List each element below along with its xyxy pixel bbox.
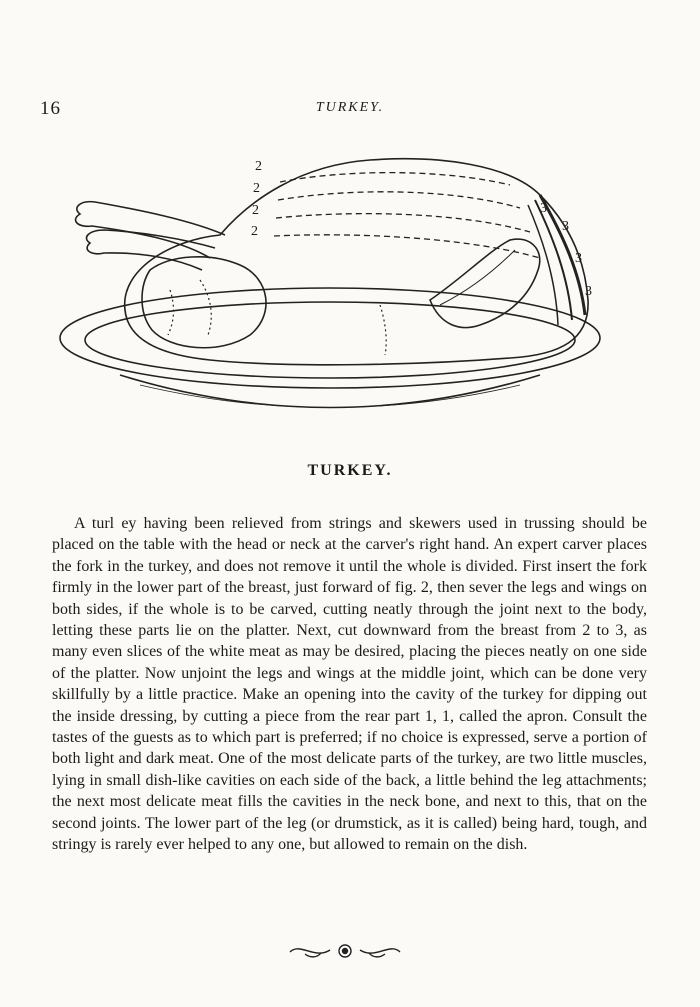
label-3d: 3: [585, 284, 592, 299]
label-3a: 3: [540, 201, 547, 216]
label-2b: 2: [253, 181, 260, 196]
label-3c: 3: [575, 251, 582, 266]
section-title: TURKEY.: [307, 462, 393, 479]
wing: [430, 239, 540, 328]
running-head: TURKEY.: [315, 100, 385, 115]
turkey-illustration: [40, 140, 620, 440]
body-paragraph: A turl ey having been relieved from strings and skewers used in trussing should be placed on the table with the head or neck at the carver's right hand. An expert carver places the fork in the turkey, and does not remove it until the whole is divided. First insert the fork firmly in the lower part of the breast, just forward of fig. 2, then sever the legs and wings on both sides, if the whole is to be carved, cutting neatly through the joint next to the body, letting these parts lie on the platter. Next, cut downward from the breast from 2 to 3, as many even slices of the white meat as may be desired, placing the pieces neatly on one side of the platter. Now unjoint the legs and wings at the middle joint, which can be done very skillfully by a little practice. Make an opening into the cavity of the turkey for dipping out the inside dressing, by cutting a piece from the rear part 1, 1, called the apron. Consult the tastes of the guests as to which part is preferred; if no choice is expressed, serve a portion of both light and dark meat. One of the most delicate parts of the turkey, are two little muscles, lying in small dish-like cavities on each side of the back, a little behind the leg attachments; the next most delicate meat fills the cavities in the neck bone, and next to this, that on the second joints. The lower part of the leg (or drumstick, as it is called) being hard, tough, and stringy is rarely ever helped to any one, but allowed to remain on the dish.: [52, 515, 647, 854]
label-2a: 2: [255, 159, 262, 174]
page-number: 16: [40, 98, 61, 119]
platter-inner: [85, 302, 575, 378]
turkey-body: [125, 159, 588, 365]
ornament-icon: [285, 938, 405, 964]
label-2d: 2: [251, 224, 258, 239]
label-3b: 3: [562, 219, 569, 234]
label-2c: 2: [252, 203, 259, 218]
